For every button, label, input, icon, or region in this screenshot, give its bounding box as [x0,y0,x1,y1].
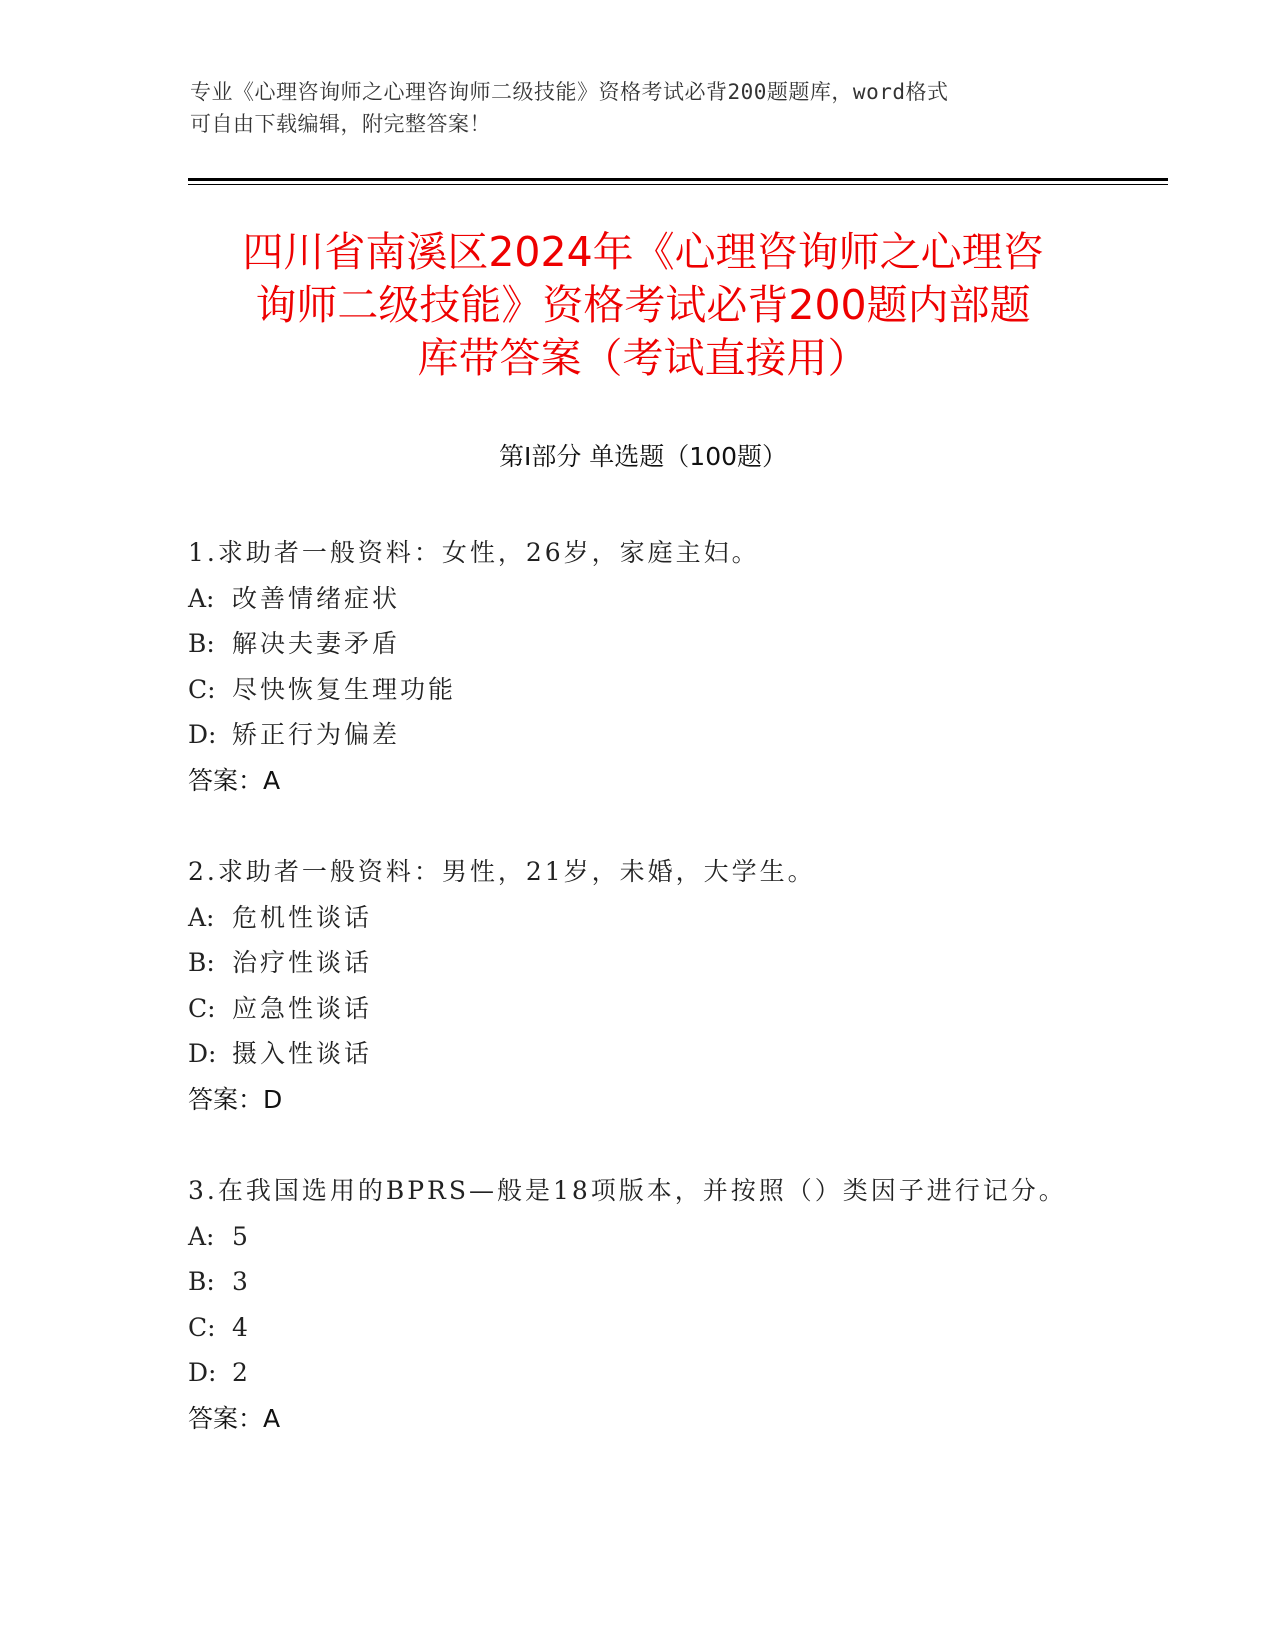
option-a [188,576,1168,622]
option-key: A: [188,902,215,932]
option-key: A: [188,1221,215,1251]
title-line: 询师二级技能》资格考试必背200题内部题 [255,281,1031,329]
option-text: 4 [232,1312,251,1342]
option-text: 改善情绪症状 [232,583,401,613]
option-b [188,1259,1168,1305]
header-divider-thin [188,184,1168,185]
answer-value: D [263,1084,283,1114]
option-key: C: [188,674,216,704]
option-d [188,1350,1168,1396]
question-item [188,530,1168,803]
option-b [188,621,1168,667]
option-text: 3 [232,1267,251,1296]
title-line: 四川省南溪区2024年《心理咨询师之心理咨 [242,228,1044,276]
document-title [188,226,1098,385]
option-a [188,895,1168,941]
answer-label: 答案： [188,1403,264,1433]
option-key: C: [188,1312,216,1342]
option-key: D: [188,720,217,749]
option-c [188,667,1168,713]
option-text: 5 [232,1221,251,1251]
option-key: D: [188,1358,217,1387]
option-key: D: [188,1039,217,1068]
option-key: B: [188,629,215,658]
option-key: B: [188,1267,215,1296]
option-a [188,1214,1168,1260]
intro-text [190,76,1090,140]
answer-line [188,1396,1168,1442]
option-text: 治疗性谈话 [232,948,373,977]
question-list [188,530,1168,1487]
question-stem: 1.求助者一般资料：女性，26岁，家庭主妇。 [188,538,760,567]
option-d [188,712,1168,758]
option-key: A: [188,583,215,613]
answer-line [188,758,1168,804]
option-key: C: [188,993,216,1023]
section-heading: 第Ⅰ部分 单选题（100题） [498,442,788,471]
option-text: 摄入性谈话 [232,1039,373,1068]
intro-line: 专业《心理咨询师之心理咨询师二级技能》资格考试必背200题题库，word格式 [190,80,949,104]
option-text: 危机性谈话 [232,902,373,932]
option-text: 矫正行为偏差 [232,720,401,749]
option-text: 尽快恢复生理功能 [232,674,457,704]
header-divider [188,178,1168,181]
option-c [188,1305,1168,1351]
question-item [188,1168,1168,1441]
answer-line [188,1077,1168,1123]
question-item [188,849,1168,1122]
answer-value: A [263,765,281,795]
answer-label: 答案： [188,765,264,795]
option-text: 2 [232,1358,251,1387]
answer-label: 答案： [188,1084,264,1114]
question-stem: 3.在我国选用的BPRS—般是18项版本，并按照（）类因子进行记分。 [188,1176,1067,1205]
option-text: 解决夫妻矛盾 [232,629,401,658]
answer-value: A [263,1403,281,1433]
option-text: 应急性谈话 [232,993,373,1023]
intro-line: 可自由下载编辑，附完整答案！ [190,112,491,136]
option-d [188,1031,1168,1077]
option-b [188,940,1168,986]
question-stem: 2.求助者一般资料：男性，21岁，未婚，大学生。 [188,857,816,886]
title-line: 库带答案（考试直接用） [417,334,869,382]
option-c [188,986,1168,1032]
option-key: B: [188,948,215,977]
